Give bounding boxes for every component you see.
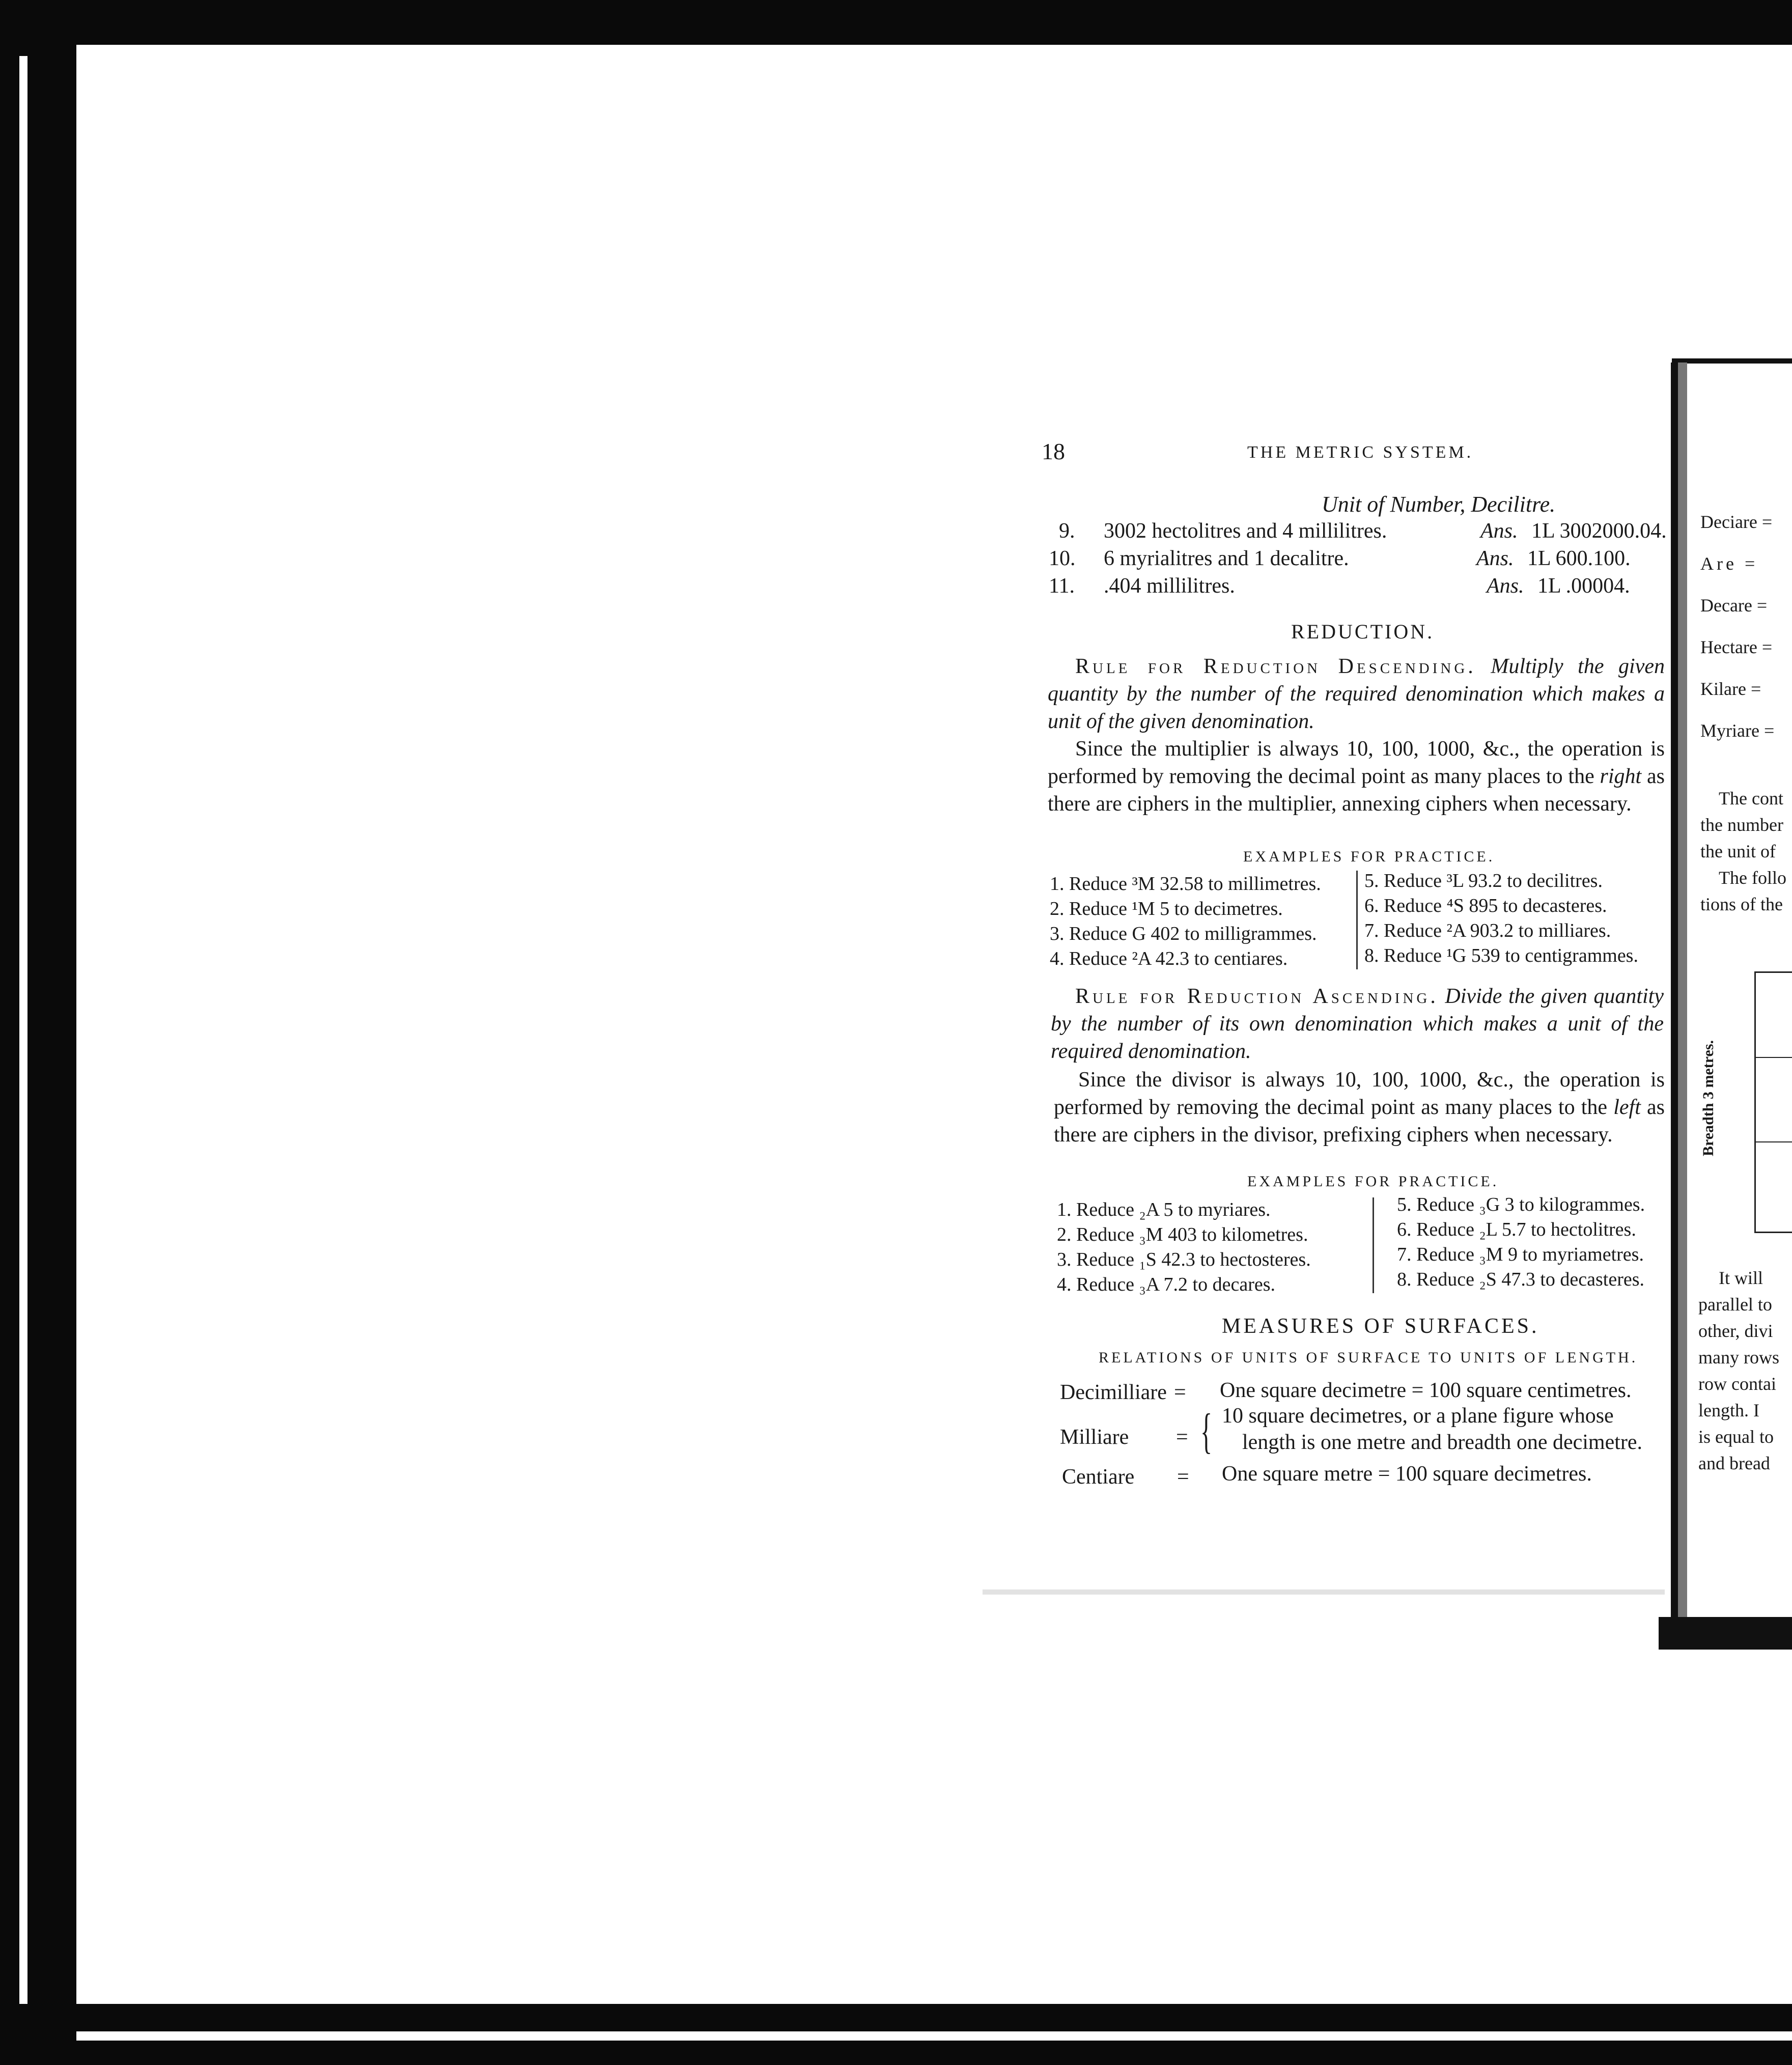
example-item: 6. Reduce ⁴S 895 to decasteres. xyxy=(1364,895,1607,916)
surface-eq: = xyxy=(1174,1381,1186,1404)
rule-descending-lead: Rule for Reduction Descending. xyxy=(1075,655,1476,678)
right-text-line: and bread xyxy=(1698,1453,1770,1473)
right-text-line: It will xyxy=(1719,1268,1763,1288)
surface-def-line1: 10 square decimetres, or a plane figure whose xyxy=(1222,1404,1614,1428)
running-head: THE METRIC SYSTEM. xyxy=(1247,443,1474,462)
example-item: 2. Reduce ¹M 5 to decimetres. xyxy=(1050,898,1283,919)
example-item: 3. Reduce G 402 to milligrammes. xyxy=(1050,923,1317,944)
right-text-line: the number xyxy=(1700,815,1783,835)
example-item: 3. Reduce ₁S 42.3 to hectosteres. xyxy=(1057,1249,1311,1270)
answer-row xyxy=(1049,517,1667,545)
descending-note xyxy=(1048,735,1665,818)
examples-heading-1: EXAMPLES FOR PRACTICE. xyxy=(1243,848,1495,865)
answer-value: 1L 3002000.04. xyxy=(1531,519,1667,543)
right-page-gutter-shade xyxy=(1678,362,1687,1625)
example-item: 5. Reduce ³L 93.2 to decilitres. xyxy=(1364,870,1603,891)
answer-value: 1L 600.100. xyxy=(1527,547,1631,570)
figure-label-breadth: Breadth 3 metres. xyxy=(1700,1040,1717,1157)
example-item: 8. Reduce ₂S 47.3 to decasteres. xyxy=(1397,1269,1645,1290)
answer-label: Ans. xyxy=(1476,547,1514,570)
example-item: 1. Reduce ³M 32.58 to millimetres. xyxy=(1050,873,1321,895)
examples-1-right xyxy=(1364,869,1638,968)
right-term: Deciare = xyxy=(1700,512,1773,532)
example-item: 8. Reduce ¹G 539 to centigrammes. xyxy=(1364,945,1638,966)
answer-number: 9. xyxy=(1059,519,1075,543)
right-term: Kilare = xyxy=(1700,679,1761,699)
right-page-terms xyxy=(1700,501,1774,751)
example-item: 5. Reduce ₃G 3 to kilogrammes. xyxy=(1397,1194,1645,1215)
right-text-line: row contai xyxy=(1698,1374,1776,1394)
right-text-line: other, divi xyxy=(1698,1321,1773,1341)
surface-eq: = xyxy=(1176,1426,1188,1449)
surface-term-decimilliare: Decimilliare xyxy=(1060,1381,1167,1404)
surface-term-centiare: Centiare xyxy=(1062,1465,1135,1489)
right-page-gutter-top xyxy=(1672,358,1792,364)
page-number: 18 xyxy=(1042,438,1065,464)
right-page-text-2 xyxy=(1698,1265,1779,1476)
examples-1-left xyxy=(1050,872,1321,971)
surface-def: One square decimetre = 100 square centimetres. xyxy=(1220,1379,1632,1402)
ascending-note xyxy=(1054,1066,1665,1149)
example-item: 7. Reduce ²A 903.2 to milliares. xyxy=(1364,920,1611,941)
example-item: 4. Reduce ²A 42.3 to centiares. xyxy=(1050,948,1288,969)
ascending-note-a: Since the divisor is always 10, 100, 1000, &c., the operation is performed by removing the decimal point as many places to the xyxy=(1054,1068,1665,1119)
rule-descending xyxy=(1048,653,1665,735)
answer-row xyxy=(1049,572,1644,600)
scan-border-bottom-strip xyxy=(76,2031,1792,2041)
figure-row-line xyxy=(1754,1057,1792,1058)
surfaces-heading: MEASURES OF SURFACES. xyxy=(1222,1315,1539,1338)
reduction-heading: REDUCTION. xyxy=(1291,620,1435,643)
subheading-unit-of-number: Unit of Number, Decilitre. xyxy=(1322,492,1556,517)
descending-note-b: as there are ciphers in the multiplier, annexing ciphers when necessary. xyxy=(1048,765,1665,816)
right-text-line: tions of the xyxy=(1700,894,1783,914)
answer-label: Ans. xyxy=(1480,519,1518,543)
figure-row-line xyxy=(1754,1141,1792,1142)
brace-glyph: { xyxy=(1200,1404,1213,1458)
examples-2-right xyxy=(1397,1192,1645,1292)
answer-list xyxy=(1049,517,1667,600)
rule-ascending-body: Divide the given quantity by the number of its own denomination which makes a unit of the required denomination. xyxy=(1051,985,1664,1063)
example-item: 7. Reduce ₃M 9 to myriametres. xyxy=(1397,1244,1644,1265)
figure-rect xyxy=(1754,971,1792,1233)
answer-value: 1L .00004. xyxy=(1537,574,1630,598)
rule-ascending-lead: Rule for Reduction Ascending. xyxy=(1075,985,1439,1008)
surfaces-subheading: RELATIONS OF UNITS OF SURFACE TO UNITS OF LENGTH. xyxy=(1099,1349,1638,1366)
surface-def: One square metre = 100 square decimetres. xyxy=(1222,1462,1592,1486)
example-item: 2. Reduce ₃M 403 to kilometres. xyxy=(1057,1224,1308,1245)
example-item: 6. Reduce ₂L 5.7 to hectolitres. xyxy=(1397,1219,1636,1240)
example-item: 4. Reduce ₃A 7.2 to decares. xyxy=(1057,1274,1276,1295)
example-item: 1. Reduce ₂A 5 to myriares. xyxy=(1057,1199,1271,1220)
right-text-line: The cont xyxy=(1719,788,1783,808)
right-text-line: length. I xyxy=(1698,1400,1759,1420)
rule-descending-body: Multiply the given quantity by the number of the required denomination which makes a unit of the given denomination. xyxy=(1048,655,1665,733)
answer-number: 11. xyxy=(1049,574,1075,598)
right-term: Hectare = xyxy=(1700,637,1773,657)
right-term: Are = xyxy=(1700,553,1758,574)
right-text-line: The follo xyxy=(1719,868,1786,888)
surface-term-milliare: Milliare xyxy=(1060,1426,1129,1449)
surface-def-line2: length is one metre and breadth one decimetre. xyxy=(1242,1431,1643,1454)
answer-number: 10. xyxy=(1049,547,1076,570)
right-page-bottom-bar xyxy=(1659,1617,1792,1650)
surface-eq: = xyxy=(1177,1465,1189,1489)
page-edge xyxy=(983,1589,1665,1595)
answer-label: Ans. xyxy=(1487,574,1524,598)
rule-ascending xyxy=(1051,983,1664,1065)
right-page-gutter xyxy=(1671,362,1678,1625)
scan-border-left xyxy=(0,0,76,2065)
answer-text: .404 millilitres. xyxy=(1104,574,1235,598)
right-term: Myriare = xyxy=(1700,720,1775,741)
descending-note-right: right xyxy=(1600,765,1642,788)
right-text-line: many rows xyxy=(1698,1347,1779,1368)
scan-border-top xyxy=(0,0,1792,45)
right-term: Decare = xyxy=(1700,595,1768,616)
scan-border-left-inner xyxy=(19,56,27,2042)
examples-2-divider xyxy=(1373,1197,1374,1293)
right-page-text-1 xyxy=(1700,785,1786,917)
ascending-note-b: as there are ciphers in the divisor, prefixing ciphers when necessary. xyxy=(1054,1096,1665,1147)
examples-heading-2: EXAMPLES FOR PRACTICE. xyxy=(1247,1173,1499,1190)
ascending-note-left: left xyxy=(1613,1096,1641,1119)
answer-text: 6 myrialitres and 1 decalitre. xyxy=(1104,547,1349,570)
answer-row xyxy=(1049,545,1644,572)
right-text-line: parallel to xyxy=(1698,1294,1772,1315)
descending-note-a: Since the multiplier is always 10, 100, 1000, &c., the operation is performed by removing the decimal point as many places to the xyxy=(1048,737,1665,788)
examples-2-left xyxy=(1057,1197,1311,1297)
right-text-line: the unit of xyxy=(1700,841,1776,861)
right-text-line: is equal to xyxy=(1698,1427,1774,1447)
answer-text: 3002 hectolitres and 4 millilitres. xyxy=(1104,519,1387,543)
examples-1-divider xyxy=(1356,871,1358,969)
